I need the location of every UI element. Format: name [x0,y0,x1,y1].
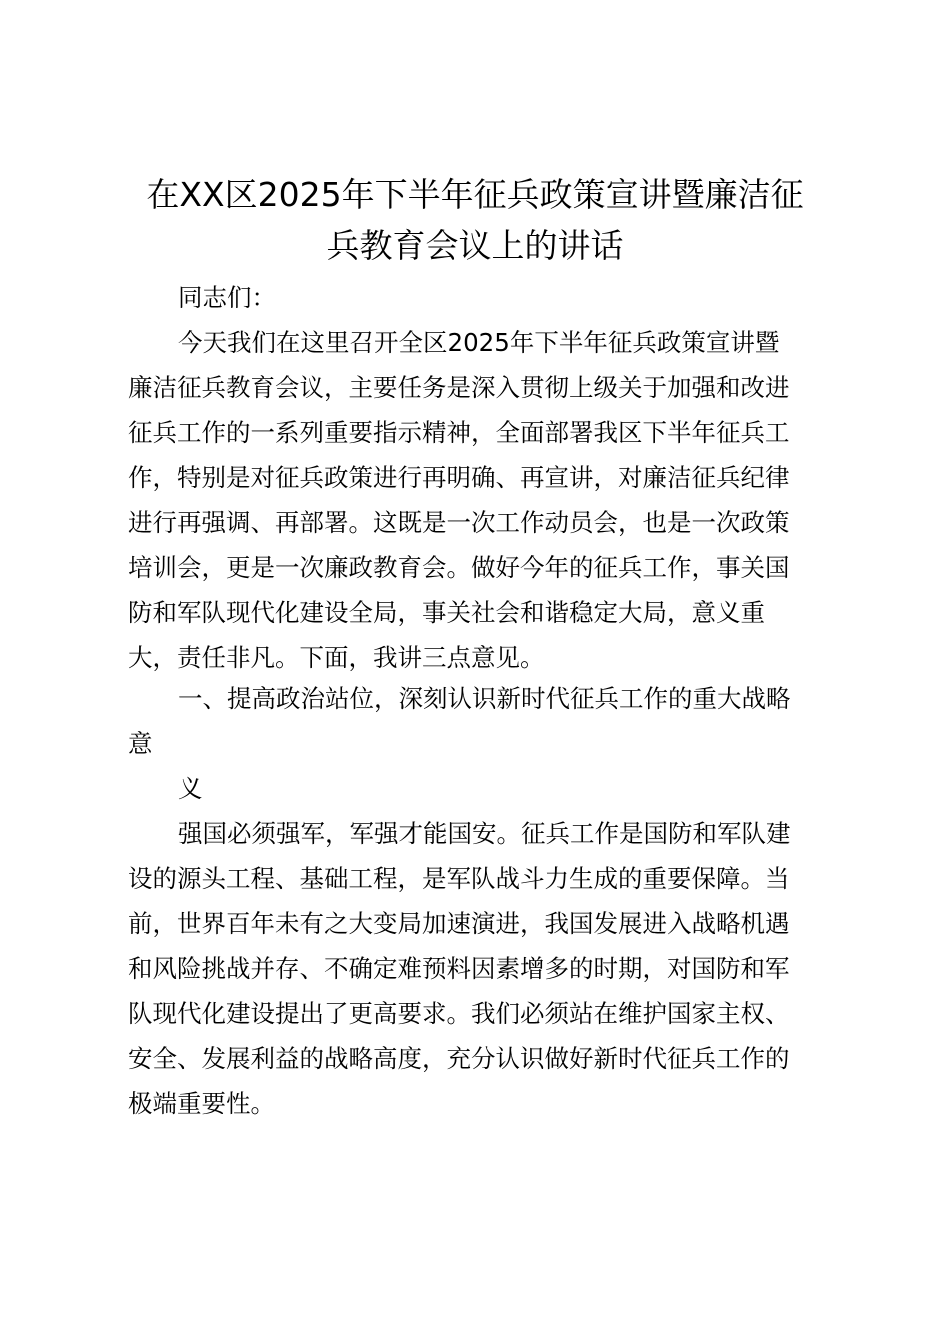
paragraph-1-line: 征兵工作的一系列重要指示精神，全面部署我区下半年征兵工 [128,418,790,447]
salutation: 同志们： [178,283,276,312]
paragraph-1-line: 培训会，更是一次廉政教育会。做好今年的征兵工作，事关国 [128,553,790,582]
section-heading-1-line: 意 [128,729,153,758]
document-title-line-1: 在XX区2025年下半年征兵政策宣讲暨廉洁征 [146,175,804,214]
paragraph-1-line: 大，责任非凡。下面，我讲三点意见。 [128,643,545,672]
paragraph-2-line: 设的源头工程、基础工程，是军队战斗力生成的重要保障。当 [128,864,790,893]
paragraph-1-line: 防和军队现代化建设全局，事关社会和谐稳定大局，意义重 [128,598,765,627]
paragraph-2-line: 前，世界百年未有之大变局加速演进，我国发展进入战略机遇 [128,909,790,938]
paragraph-1-line: 进行再强调、再部署。这既是一次工作动员会，也是一次政策 [128,508,790,537]
paragraph-1-line: 今天我们在这里召开全区2025年下半年征兵政策宣讲暨 [178,328,780,357]
document-title-line-2: 兵教育会议上的讲话 [326,226,624,265]
paragraph-2-line: 极端重要性。 [128,1089,275,1118]
section-heading-1-line: 义 [178,774,203,803]
paragraph-2-line: 队现代化建设提出了更高要求。我们必须站在维护国家主权、 [128,999,790,1028]
section-heading-1-line: 一、提高政治站位，深刻认识新时代征兵工作的重大战略 [178,684,791,713]
paragraph-2-line: 强国必须强军，军强才能国安。征兵工作是国防和军队建 [178,819,791,848]
paragraph-1-line: 作，特别是对征兵政策进行再明确、再宣讲，对廉洁征兵纪律 [128,463,790,492]
paragraph-1-line: 廉洁征兵教育会议，主要任务是深入贯彻上级关于加强和改进 [128,373,790,402]
paragraph-2-line: 安全、发展利益的战略高度，充分认识做好新时代征兵工作的 [128,1044,790,1073]
paragraph-2-line: 和风险挑战并存、不确定难预料因素增多的时期，对国防和军 [128,954,790,983]
